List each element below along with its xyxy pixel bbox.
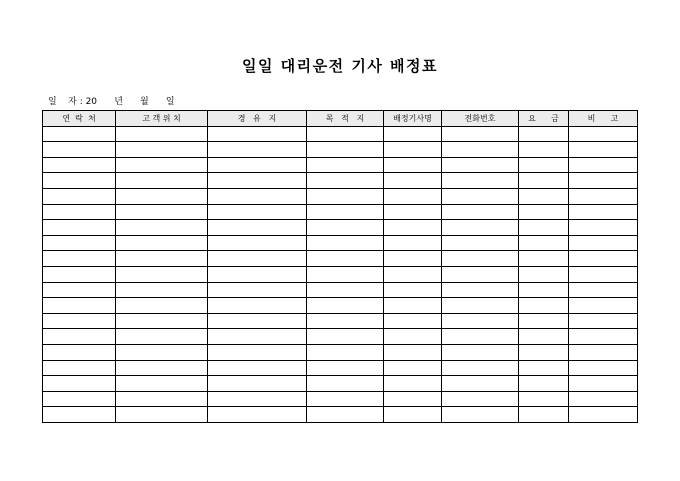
table-cell xyxy=(208,220,307,236)
table-cell xyxy=(307,376,384,392)
table-cell xyxy=(442,360,519,376)
table-cell xyxy=(43,142,116,158)
table-cell xyxy=(384,126,442,142)
table-cell xyxy=(519,282,569,298)
table-cell xyxy=(208,251,307,267)
table-cell xyxy=(208,173,307,189)
table-cell xyxy=(519,173,569,189)
table-cell xyxy=(519,360,569,376)
table-cell xyxy=(116,126,208,142)
table-cell xyxy=(384,344,442,360)
table-cell xyxy=(116,188,208,204)
table-cell xyxy=(569,157,638,173)
table-cell xyxy=(569,126,638,142)
table-cell xyxy=(442,266,519,282)
header-phone: 전화번호 xyxy=(442,111,519,127)
table-cell xyxy=(384,298,442,314)
table-cell xyxy=(569,360,638,376)
table-cell xyxy=(519,329,569,345)
table-cell xyxy=(384,188,442,204)
table-cell xyxy=(208,142,307,158)
table-cell xyxy=(569,173,638,189)
table-cell xyxy=(307,360,384,376)
table-cell xyxy=(569,407,638,423)
table-cell xyxy=(384,407,442,423)
table-cell xyxy=(307,142,384,158)
table-cell xyxy=(43,266,116,282)
table-cell xyxy=(208,360,307,376)
table-cell xyxy=(43,235,116,251)
table-cell xyxy=(43,391,116,407)
table-cell xyxy=(442,376,519,392)
table-cell xyxy=(43,344,116,360)
table-cell xyxy=(384,376,442,392)
table-cell xyxy=(43,251,116,267)
table-cell xyxy=(569,266,638,282)
table-cell xyxy=(116,282,208,298)
table-cell xyxy=(307,391,384,407)
table-row xyxy=(43,142,638,158)
table-cell xyxy=(519,344,569,360)
table-cell xyxy=(569,251,638,267)
table-cell xyxy=(442,391,519,407)
table-cell xyxy=(307,282,384,298)
table-cell xyxy=(43,188,116,204)
table-row xyxy=(43,282,638,298)
table-cell xyxy=(307,188,384,204)
table-cell xyxy=(208,407,307,423)
table-cell xyxy=(442,220,519,236)
table-cell xyxy=(116,360,208,376)
table-cell xyxy=(384,173,442,189)
table-cell xyxy=(442,235,519,251)
table-cell xyxy=(307,220,384,236)
table-cell xyxy=(43,376,116,392)
table-cell xyxy=(442,251,519,267)
table-cell xyxy=(307,298,384,314)
table-cell xyxy=(384,313,442,329)
table-row xyxy=(43,391,638,407)
table-cell xyxy=(384,391,442,407)
table-cell xyxy=(519,188,569,204)
table-cell xyxy=(519,313,569,329)
table-cell xyxy=(519,391,569,407)
table-cell xyxy=(43,126,116,142)
header-destination: 목 적 지 xyxy=(307,111,384,127)
table-cell xyxy=(442,173,519,189)
table-row xyxy=(43,251,638,267)
table-cell xyxy=(116,220,208,236)
table-cell xyxy=(116,204,208,220)
table-cell xyxy=(569,220,638,236)
document-title: 일일 대리운전 기사 배정표 xyxy=(241,57,439,75)
table-row xyxy=(43,126,638,142)
table-cell xyxy=(116,235,208,251)
table-cell xyxy=(116,266,208,282)
table-cell xyxy=(519,142,569,158)
table-cell xyxy=(116,391,208,407)
table-cell xyxy=(116,142,208,158)
table-cell xyxy=(307,157,384,173)
table-cell xyxy=(519,266,569,282)
table-row xyxy=(43,235,638,251)
table-cell xyxy=(307,251,384,267)
table-cell xyxy=(569,298,638,314)
table-row xyxy=(43,360,638,376)
table-cell xyxy=(384,157,442,173)
table-cell xyxy=(208,376,307,392)
table-cell xyxy=(208,313,307,329)
table-cell xyxy=(208,235,307,251)
table-cell xyxy=(43,282,116,298)
table-body xyxy=(43,126,638,422)
table-cell xyxy=(208,157,307,173)
table-cell xyxy=(569,142,638,158)
header-contact: 연 락 처 xyxy=(43,111,116,127)
table-cell xyxy=(116,329,208,345)
table-cell xyxy=(307,266,384,282)
table-cell xyxy=(307,173,384,189)
table-cell xyxy=(43,360,116,376)
table-cell xyxy=(208,329,307,345)
table-row xyxy=(43,329,638,345)
table-row xyxy=(43,188,638,204)
table-cell xyxy=(442,142,519,158)
table-cell xyxy=(208,282,307,298)
table-cell xyxy=(442,204,519,220)
table-cell xyxy=(384,235,442,251)
table-cell xyxy=(569,391,638,407)
table-cell xyxy=(384,266,442,282)
table-cell xyxy=(43,173,116,189)
table-row xyxy=(43,266,638,282)
header-customer-location: 고 객 위 치 xyxy=(116,111,208,127)
header-fee: 요 금 xyxy=(519,111,569,127)
table-cell xyxy=(307,329,384,345)
table-row xyxy=(43,313,638,329)
date-line: 일 자 : 20 년 월 일 xyxy=(48,97,175,107)
table-cell xyxy=(307,204,384,220)
table-cell xyxy=(442,282,519,298)
table-cell xyxy=(519,298,569,314)
table-row xyxy=(43,376,638,392)
table-cell xyxy=(519,126,569,142)
table-cell xyxy=(384,282,442,298)
table-cell xyxy=(43,157,116,173)
table-cell xyxy=(208,298,307,314)
table-cell xyxy=(442,344,519,360)
table-cell xyxy=(116,298,208,314)
dispatch-table xyxy=(42,110,638,423)
table-cell xyxy=(116,313,208,329)
table-cell xyxy=(519,157,569,173)
table-cell xyxy=(442,157,519,173)
table-cell xyxy=(116,407,208,423)
table-cell xyxy=(43,220,116,236)
table-cell xyxy=(384,142,442,158)
table-cell xyxy=(307,313,384,329)
table-cell xyxy=(519,204,569,220)
table-cell xyxy=(569,282,638,298)
table-row xyxy=(43,220,638,236)
table-cell xyxy=(43,407,116,423)
table-cell xyxy=(569,188,638,204)
table-cell xyxy=(569,376,638,392)
header-row xyxy=(43,111,638,127)
table-cell xyxy=(307,235,384,251)
table-cell xyxy=(43,329,116,345)
table-row xyxy=(43,173,638,189)
table-cell xyxy=(43,298,116,314)
header-waypoint: 경 유 지 xyxy=(208,111,307,127)
table-cell xyxy=(307,407,384,423)
table-cell xyxy=(116,251,208,267)
header-driver-name: 배정기사명 xyxy=(384,111,442,127)
table-cell xyxy=(569,235,638,251)
table-cell xyxy=(519,407,569,423)
header-remarks: 비 고 xyxy=(569,111,638,127)
table-row xyxy=(43,407,638,423)
table-cell xyxy=(442,313,519,329)
table-cell xyxy=(116,376,208,392)
table-cell xyxy=(569,344,638,360)
table-cell xyxy=(569,329,638,345)
table-cell xyxy=(569,204,638,220)
table-cell xyxy=(442,407,519,423)
table-cell xyxy=(519,251,569,267)
table-row xyxy=(43,344,638,360)
table-cell xyxy=(519,220,569,236)
table-cell xyxy=(208,188,307,204)
table-cell xyxy=(569,313,638,329)
table-cell xyxy=(116,157,208,173)
table-cell xyxy=(208,391,307,407)
table-cell xyxy=(442,126,519,142)
table-cell xyxy=(43,204,116,220)
table-cell xyxy=(442,329,519,345)
table-cell xyxy=(384,360,442,376)
table-row xyxy=(43,157,638,173)
table-row xyxy=(43,204,638,220)
table-cell xyxy=(307,344,384,360)
table-cell xyxy=(384,329,442,345)
table-cell xyxy=(307,126,384,142)
table-cell xyxy=(384,204,442,220)
table-row xyxy=(43,298,638,314)
table-cell xyxy=(384,251,442,267)
table-cell xyxy=(208,126,307,142)
table-cell xyxy=(519,376,569,392)
table-cell xyxy=(384,220,442,236)
table-cell xyxy=(519,235,569,251)
table-cell xyxy=(116,173,208,189)
table-cell xyxy=(208,204,307,220)
table-cell xyxy=(43,313,116,329)
table-cell xyxy=(208,266,307,282)
table-cell xyxy=(442,298,519,314)
table-cell xyxy=(208,344,307,360)
table-cell xyxy=(442,188,519,204)
table-cell xyxy=(116,344,208,360)
